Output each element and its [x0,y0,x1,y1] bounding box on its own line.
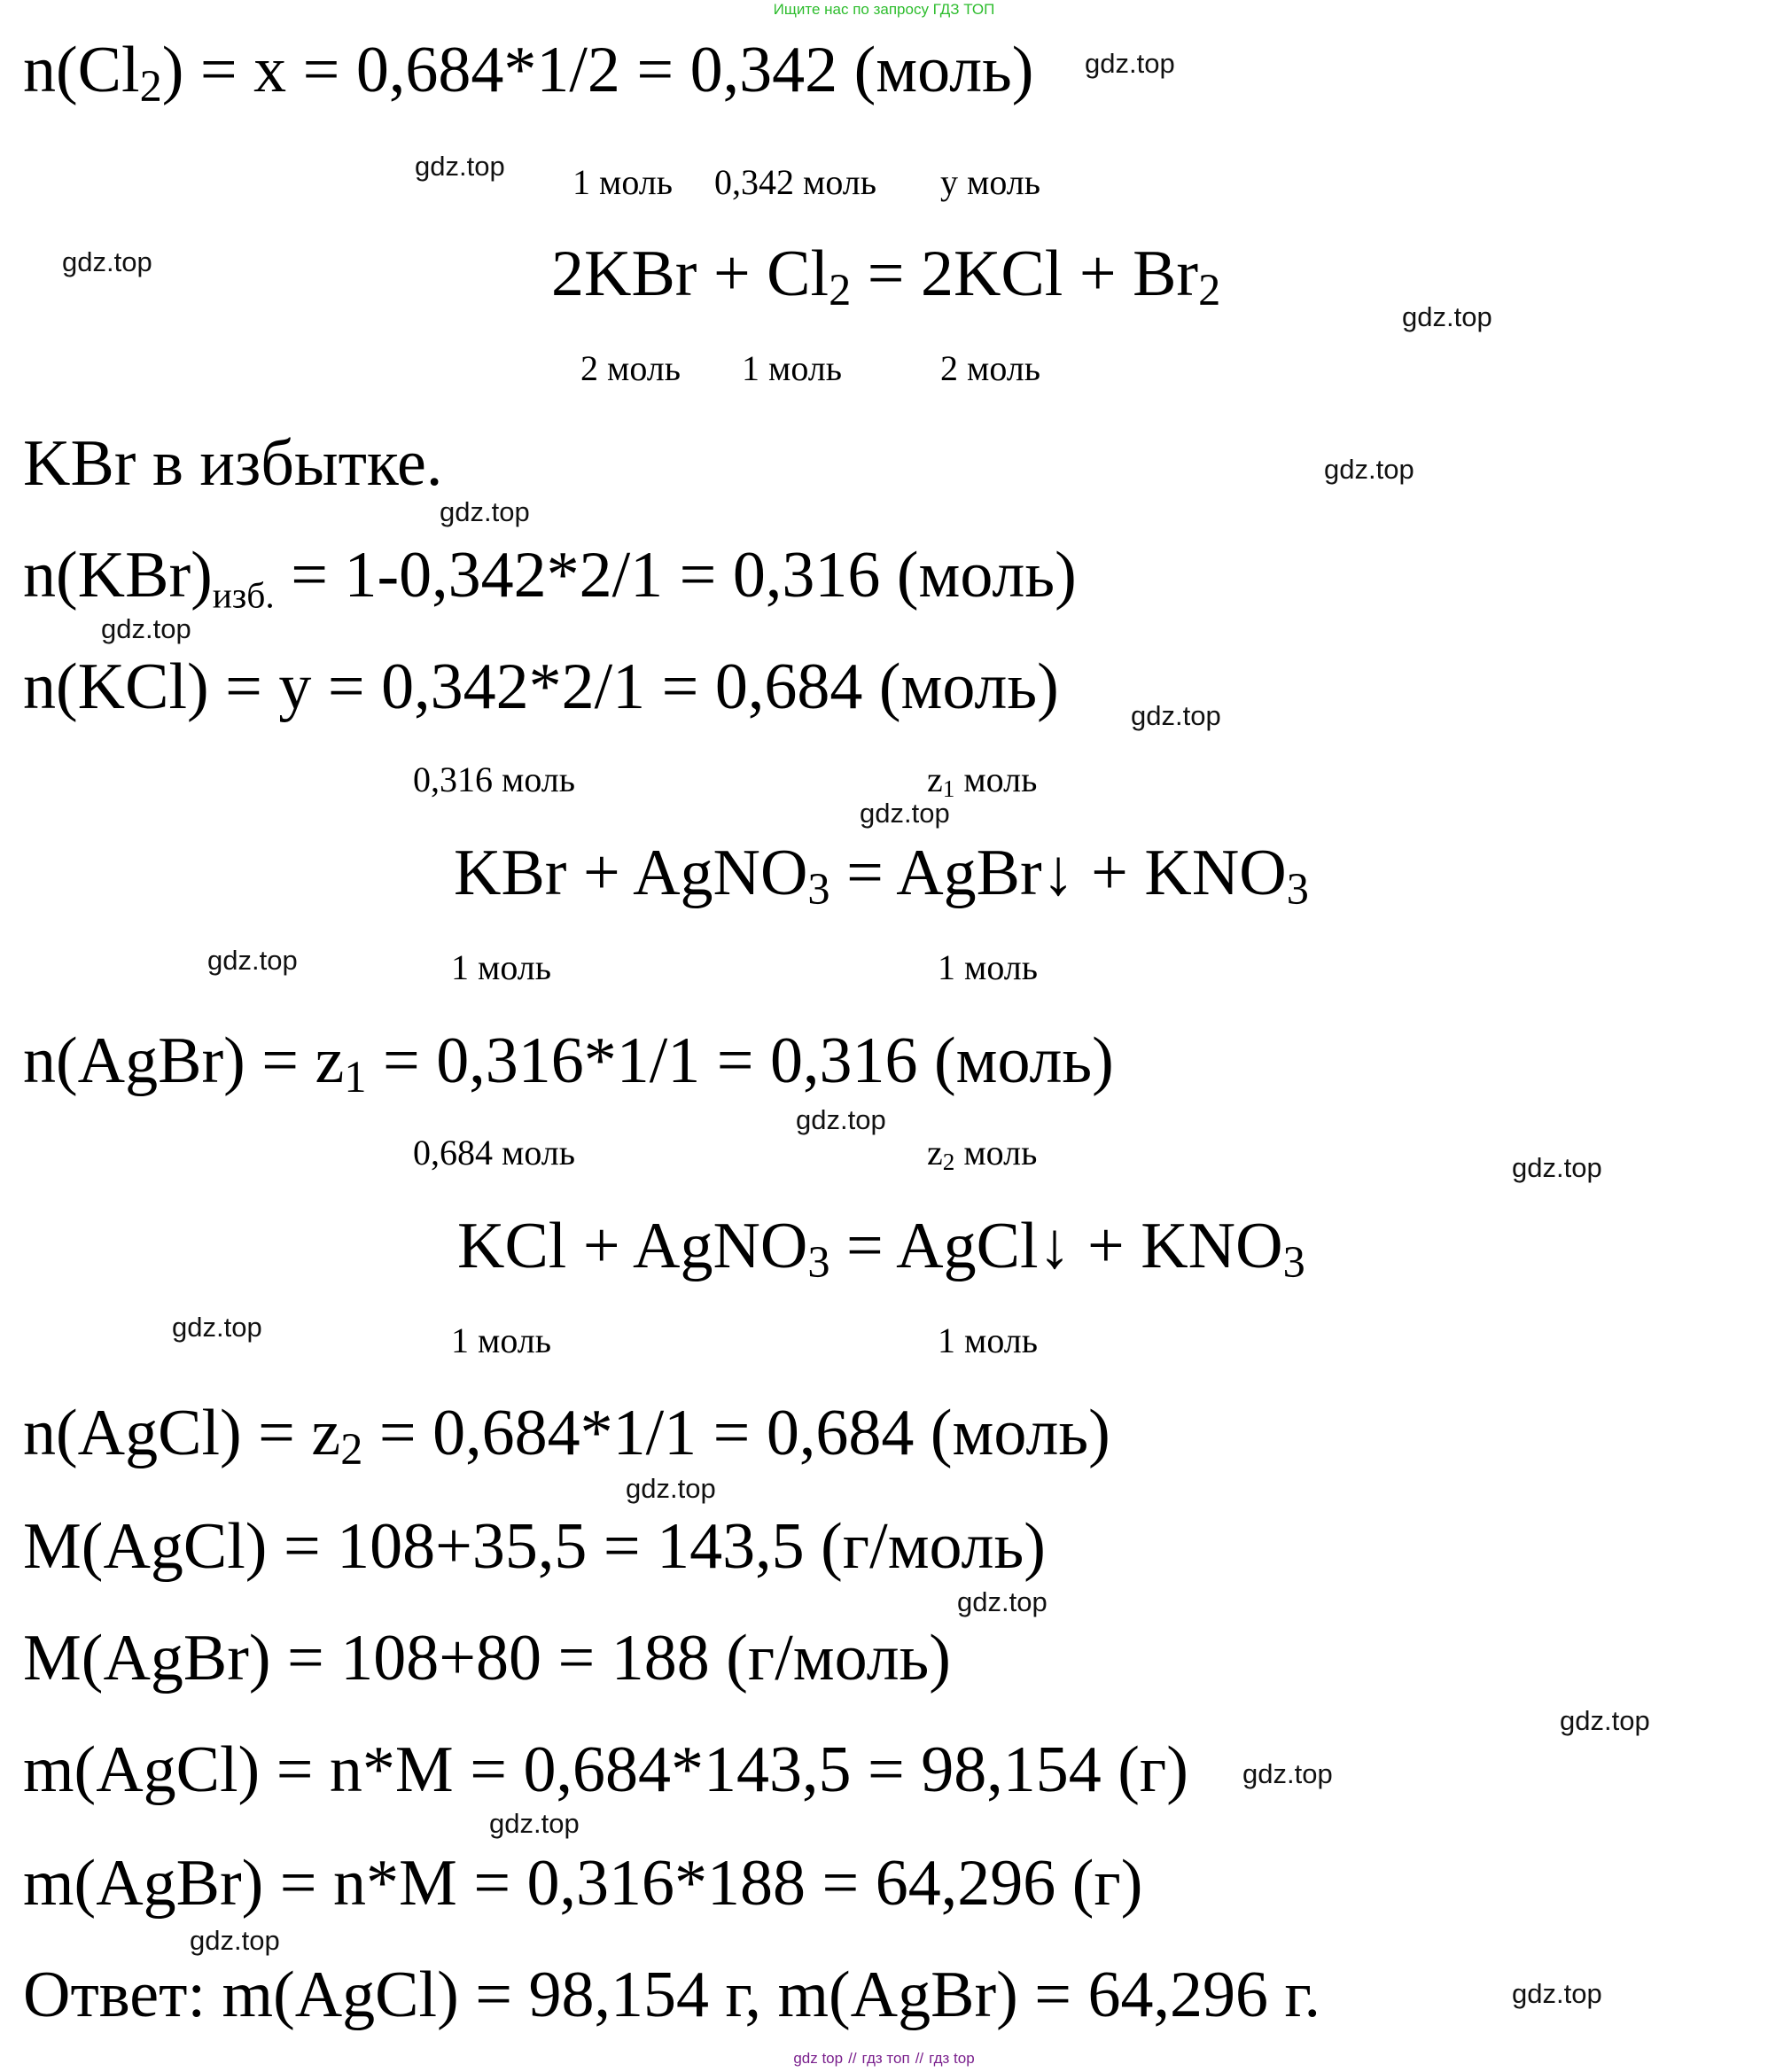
reaction2-below-1: 1 моль [938,947,1038,987]
subscript: 2 [139,61,162,112]
watermark: gdz.top [440,496,530,527]
watermark: gdz.top [1512,1978,1602,2009]
reaction3-above-0: 0,684 моль [413,1133,575,1172]
excess-statement: KBr в избытке. [23,427,443,500]
subscript: 2 [829,265,852,315]
agcl-moles-line [23,1397,1110,1475]
text: = 2KCl + Br [851,238,1199,310]
subscript: 3 [1286,864,1309,915]
footer-separator: // [915,2050,924,2067]
watermark: gdz.top [415,151,505,182]
text: z [927,1133,943,1172]
reaction3-above-z [927,1135,1037,1174]
watermark: gdz.top [489,1808,580,1839]
reaction3-below-0: 1 моль [451,1320,551,1360]
footer-separator: // [848,2050,857,2067]
watermark: gdz.top [1085,48,1175,79]
subscript: 3 [807,1237,830,1288]
watermark: gdz.top [1242,1758,1333,1789]
watermark: gdz.top [1402,301,1492,332]
reaction2-above-0: 0,316 моль [413,759,575,799]
reaction1-above-0: 1 моль [572,162,673,202]
watermark: gdz.top [1131,700,1221,731]
watermark: gdz.top [1560,1705,1650,1736]
watermark: gdz.top [207,945,298,976]
subscript: 3 [1282,1237,1305,1288]
text: n(KBr) [23,539,213,611]
kbr-excess-line [23,539,1077,616]
reaction3-below-1: 1 моль [938,1320,1038,1360]
subscript: 2 [1198,265,1221,315]
reaction2-below-0: 1 моль [451,947,551,987]
reaction2-equation [454,837,1309,915]
watermark: gdz.top [1324,454,1414,485]
reaction1-above-1: 0,342 моль [714,162,876,202]
watermark: gdz.top [860,798,950,829]
watermark: gdz.top [626,1473,716,1504]
text: = 0,684*1/1 = 0,684 (моль) [362,1397,1110,1469]
subscript: 1 [942,775,955,802]
reaction1-above-2: y моль [940,162,1040,202]
reaction1-below-1: 1 моль [742,348,842,388]
watermark: gdz.top [957,1586,1048,1617]
top-banner[interactable]: Ищите нас по запросу ГДЗ ТОП [773,1,995,18]
footer-link[interactable]: гдз топ [861,2050,910,2067]
kcl-moles-line: n(KCl) = y = 0,342*2/1 = 0,684 (моль) [23,650,1059,723]
subscript: 3 [807,864,830,915]
text: n(AgCl) = z [23,1397,341,1469]
subscript: изб. [212,574,275,616]
text: моль [954,1133,1038,1172]
footer-links [0,2050,1768,2068]
chlorine-moles-line [23,34,1034,112]
text: = 1-0,342*2/1 = 0,316 (моль) [274,539,1077,611]
watermark: gdz.top [101,613,191,644]
reaction3-equation [457,1210,1305,1288]
subscript: 1 [344,1052,367,1102]
mass-agcl-line: m(AgCl) = n*M = 0,684*143,5 = 98,154 (г) [23,1733,1188,1806]
molar-mass-agbr-line: M(AgBr) = 108+80 = 188 (г/моль) [23,1622,951,1694]
text: n(Cl [23,34,140,106]
answer-line: Ответ: m(AgCl) = 98,154 г, m(AgBr) = 64,296 г. [23,1959,1320,2031]
text: моль [954,759,1038,799]
text: = 0,316*1/1 = 0,316 (моль) [366,1024,1114,1097]
reaction1-below-0: 2 моль [580,348,681,388]
reaction1-equation [551,238,1221,315]
watermark: gdz.top [796,1104,886,1135]
text: = AgBr↓ + KNO [829,837,1287,909]
text: n(AgBr) = z [23,1024,345,1097]
watermark: gdz.top [1512,1152,1602,1183]
subscript: 2 [340,1424,363,1475]
text: = AgCl↓ + KNO [829,1210,1283,1282]
text: 2KBr + Cl [551,238,829,310]
text: KCl + AgNO [457,1210,808,1282]
text: z [927,759,943,799]
watermark: gdz.top [190,1925,280,1956]
molar-mass-agcl-line: M(AgCl) = 108+35,5 = 143,5 (г/моль) [23,1510,1046,1583]
text: ) = x = 0,684*1/2 = 0,342 (моль) [161,34,1034,106]
footer-link[interactable]: gdz top [793,2050,844,2067]
watermark: gdz.top [62,246,152,277]
mass-agbr-line: m(AgBr) = n*M = 0,316*188 = 64,296 (г) [23,1847,1143,1920]
text: KBr + AgNO [454,837,808,909]
watermark: gdz.top [172,1312,262,1343]
agbr-moles-line [23,1024,1114,1102]
reaction2-above-z [927,759,1038,802]
reaction1-below-2: 2 моль [940,348,1040,388]
footer-link[interactable]: гдз top [929,2050,975,2067]
subscript: 2 [942,1148,955,1175]
